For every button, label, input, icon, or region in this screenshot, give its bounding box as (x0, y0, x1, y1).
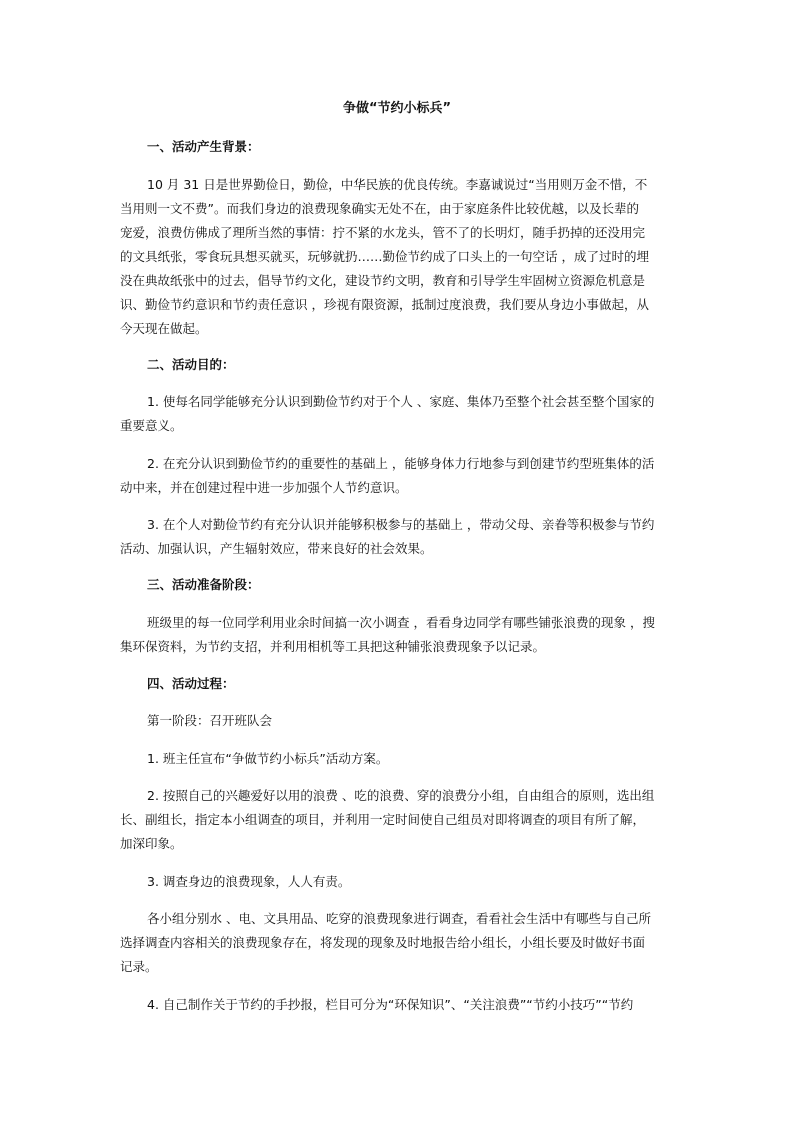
list-item-line: 3. 在个人对勤俭节约有充分认识并能够积极参与的基础上 ，带动父母、亲眷等积极参与节约 (147, 517, 655, 532)
list-item-line: 选择调查内容相关的浪费现象存在，将发现的现象及时地报告给小组长，小组长要及时做好书面 (120, 935, 646, 950)
list-item-line: 重要意义。 (120, 418, 183, 433)
paragraph-line: 今天现在做起。 (120, 321, 208, 336)
list-item-line: 3. 调查身边的浪费现象，人人有责。 (147, 874, 351, 889)
document-title: 争做“节约小标兵” (342, 101, 452, 116)
list-item-line: 记录。 (120, 959, 158, 974)
section-heading-goals: 二、活动目的： (147, 357, 235, 372)
paragraph-line: 10 月 31 日是世界勤俭日，勤俭，中华民族的优良传统。李嘉诚说过“当用则万金不惜，不 (147, 177, 648, 192)
paragraph-line: 识、勤俭节约意识和节约责任意识 ，珍视有限资源，抵制过度浪费，我们要从身边小事做起，从 (120, 297, 649, 312)
list-item-line: 长、副组长，指定本小组调查的项目，并利用一定时间使自己组员对即将调查的项目有所了解， (120, 812, 646, 827)
list-item-line: 动中来，并在创建过程中进一步加强个人节约意识。 (120, 480, 408, 495)
list-item-line: 2. 按照自己的兴趣爱好以用的浪费 、吃的浪费、穿的浪费分小组，自由组合的原则，选出组 (147, 788, 655, 803)
list-item-line: 2. 在充分认识到勤俭节约的重要性的基础上 ，能够身体力行地参与到创建节约型班集体的活 (147, 456, 655, 471)
paragraph-line: 集环保资料，为节约支招，并利用相机等工具把这种铺张浪费现象予以记录。 (120, 639, 546, 654)
list-item-line: 1. 使每名同学能够充分认识到勤俭节约对于个人 、家庭、集体乃至整个社会甚至整个国家的 (147, 394, 655, 409)
list-item-line: 4. 自己制作关于节约的手抄报，栏目可分为“环保知识”、“关注浪费”“节约小技巧”“节约 (147, 997, 634, 1012)
section-heading-background: 一、活动产生背景： (147, 139, 260, 154)
list-item-line: 1. 班主任宣布“争做节约小标兵”活动方案。 (147, 751, 389, 766)
paragraph-line: 没在典故纸张中的过去，倡导节约文化，建设节约文明，教育和引导学生牢固树立资源危机意是 (120, 273, 646, 288)
section-heading-process: 四、活动过程： (147, 676, 235, 691)
list-item-line: 活动、加强认识，产生辐射效应，带来良好的社会效果。 (120, 541, 433, 556)
paragraph-line: 宠爱，浪费仿佛成了理所当然的事情：拧不紧的水龙头，管不了的长明灯，随手扔掉的还没用完 (120, 225, 646, 240)
section-heading-preparation: 三、活动准备阶段： (147, 577, 260, 592)
list-item-line: 加深印象。 (120, 836, 183, 851)
paragraph-line: 当用则一文不费”。而我们身边的浪费现象确实无处不在，由于家庭条件比较优越，以及长辈的 (120, 201, 639, 216)
paragraph-line: 的文具纸张，零食玩具想买就买，玩够就扔……勤俭节约成了口头上的一句空话 ，成了过时的埋 (120, 249, 649, 264)
stage-label: 第一阶段：召开班队会 (147, 713, 273, 728)
list-item-line: 各小组分别水 、电、文具用品、吃穿的浪费现象进行调查，看看社会生活中有哪些与自己所 (147, 911, 651, 926)
paragraph-line: 班级里的每一位同学利用业余时间搞一次小调查 ，看看身边同学有哪些铺张浪费的现象 ，搜 (147, 615, 655, 630)
